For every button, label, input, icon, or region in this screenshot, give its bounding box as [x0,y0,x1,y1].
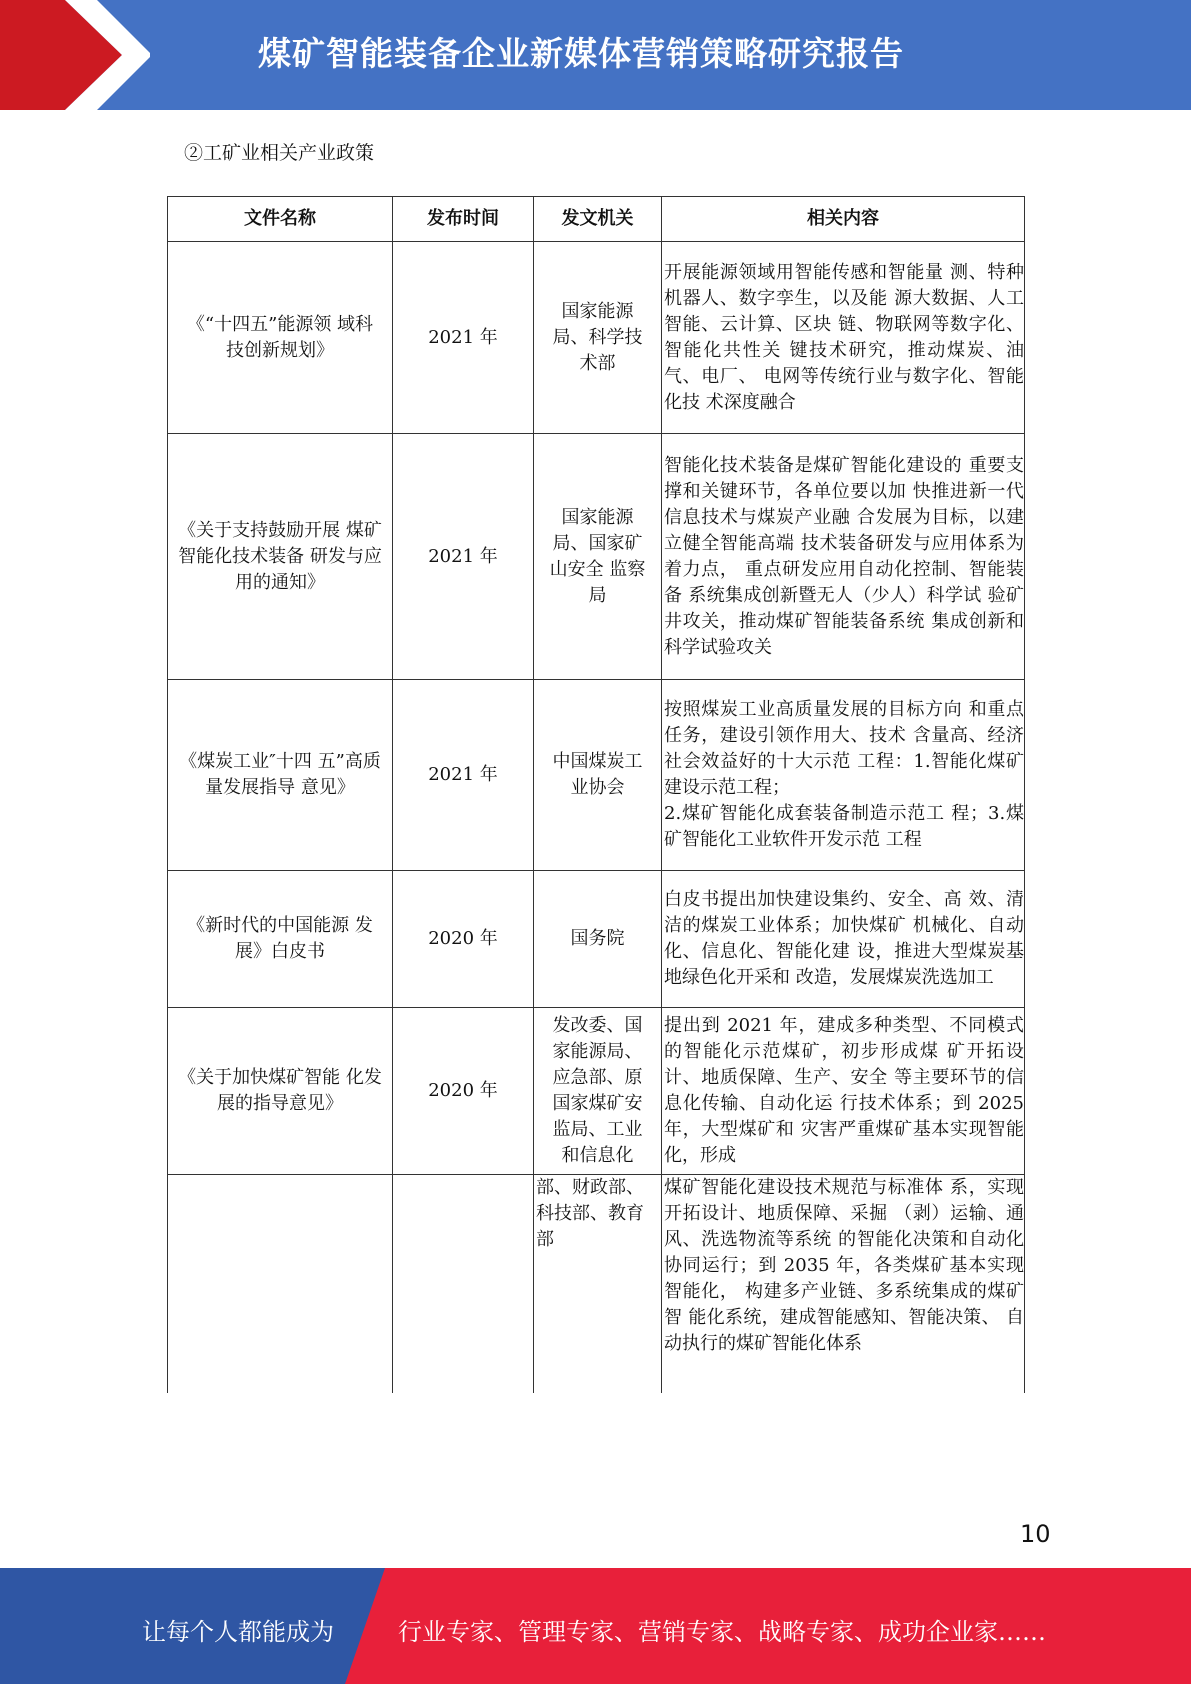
table-row-continued [168,1175,1025,1393]
column-header-content: 相关内容 [662,197,1025,242]
content-cell: 煤矿智能化建设技术规范与标准体 系，实现开拓设计、地质保障、采掘 （剥）运输、通风、洗选物流等系统 的智能化决策和自动化协同运行；到 2035 年，各类煤矿基本实现智能化， 构建多产业链、多系统集成的煤矿智 能化系统，建成智能感知、智能决策、 自动执行的煤矿智能化体系 [662,1175,1025,1393]
table-row [168,242,1025,434]
publish-time-cell: 2020 年 [393,871,534,1008]
issuing-org-cell: 发改委、国家能源局、应急部、原国家煤矿安监局、工业和信息化 [534,1008,662,1175]
page-footer [0,1568,1191,1684]
issuing-org-cell: 国家能源局、科学技术部 [534,242,662,434]
document-name-cell [168,1175,393,1393]
document-name-cell: 《新时代的中国能源 发展》白皮书 [168,871,393,1008]
content-cell: 提出到 2021 年，建成多种类型、不同模式的智能化示范煤矿，初步形成煤 矿开拓设计、地质保障、生产、安全 等主要环节的信息化传输、自动化运 行技术体系；到 2025 年，大型煤矿和 灾害严重煤矿基本实现智能化，形成 [662,1008,1025,1175]
content-cell: 开展能源领域用智能传感和智能量 测、特种机器人、数字孪生，以及能 源大数据、人工智能、云计算、区块 链、物联网等数字化、智能化共性关 键技术研究，推动煤炭、油气、电厂、 电网等传统行业与数字化、智能化技 术深度融合 [662,242,1025,434]
report-title: 煤矿智能装备企业新媒体营销策略研究报告 [258,34,904,73]
document-name-cell: 《“十四五”能源领 域科技创新规划》 [168,242,393,434]
page-header [0,0,1191,110]
table-header-row [168,197,1025,242]
content-cell: 白皮书提出加快建设集约、安全、高 效、清洁的煤炭工业体系；加快煤矿 机械化、自动化、信息化、智能化建 设，推进大型煤炭基地绿色化开采和 改造，发展煤炭洗选加工 [662,871,1025,1008]
issuing-org-cell: 国家能源局、国家矿山安全 监察局 [534,434,662,680]
table-row [168,1008,1025,1175]
policy-table [167,196,1025,1393]
publish-time-cell: 2020 年 [393,1008,534,1175]
publish-time-cell: 2021 年 [393,680,534,871]
page-number: 10 [1020,1520,1051,1548]
table-row [168,434,1025,680]
column-header-time: 发布时间 [393,197,534,242]
publish-time-cell: 2021 年 [393,434,534,680]
issuing-org-cell: 中国煤炭工业协会 [534,680,662,871]
column-header-name: 文件名称 [168,197,393,242]
footer-slogan-left: 让每个人都能成为 [142,1618,334,1646]
document-name-cell: 《关于加快煤矿智能 化发展的指导意见》 [168,1008,393,1175]
content-paragraph: 按照煤炭工业高质量发展的目标方向 和重点任务，建设引领作用大、技术 含量高、经济社会效益好的十大示范 工程：1.智能化煤矿建设示范工程； [664,699,1024,798]
section-title: ②工矿业相关产业政策 [184,142,375,164]
content-paragraph: 2.煤矿智能化成套装备制造示范工 程；3.煤矿智能化工业软件开发示范 工程 [664,803,1024,850]
footer-slogan-right: 行业专家、管理专家、营销专家、战略专家、成功企业家…… [398,1618,1046,1646]
document-name-cell: 《煤炭工业″十四 五”高质量发展指导 意见》 [168,680,393,871]
publish-time-cell: 2021 年 [393,242,534,434]
table-row [168,680,1025,871]
publish-time-cell [393,1175,534,1393]
content-cell: 智能化技术装备是煤矿智能化建设的 重要支撑和关键环节，各单位要以加 快推进新一代信息技术与煤炭产业融 合发展为目标，以建立健全智能高端 技术装备研发与应用体系为着力点， 重点研发应用自动化控制、智能装备 系统集成创新暨无人（少人）科学试 验矿井攻关，推动煤矿智能装备系统 集成创新和科学试验攻关 [662,434,1025,680]
table-row [168,871,1025,1008]
issuing-org-cell: 部、财政部、科技部、教育部 [534,1175,662,1393]
document-name-cell: 《关于支持鼓励开展 煤矿智能化技术装备 研发与应用的通知》 [168,434,393,680]
header-chevron-decoration [0,0,150,110]
issuing-org-cell: 国务院 [534,871,662,1008]
content-cell [662,680,1025,871]
column-header-org: 发文机关 [534,197,662,242]
